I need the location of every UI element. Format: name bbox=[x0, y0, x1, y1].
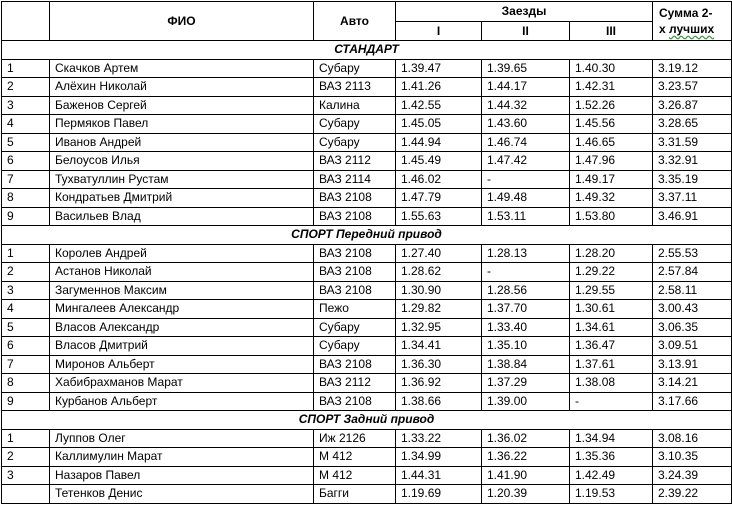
table-row bbox=[2, 189, 732, 208]
cell-sum: 3.09.51 bbox=[653, 337, 732, 356]
results-table bbox=[1, 1, 732, 504]
cell-car: М 412 bbox=[314, 466, 396, 485]
section-title: СТАНДАРТ bbox=[2, 41, 732, 60]
cell-run3: 1.35.36 bbox=[570, 448, 653, 467]
cell-run3: 1.34.61 bbox=[570, 318, 653, 337]
cell-pos: 2 bbox=[2, 448, 50, 467]
cell-run2: 1.28.56 bbox=[482, 281, 570, 300]
cell-run1: 1.47.79 bbox=[396, 189, 482, 208]
cell-run3: 1.45.56 bbox=[570, 115, 653, 134]
cell-run3: 1.38.08 bbox=[570, 374, 653, 393]
cell-sum: 3.35.19 bbox=[653, 170, 732, 189]
results-body bbox=[2, 41, 732, 504]
cell-name: Мингалеев Александр bbox=[50, 300, 314, 319]
cell-sum: 3.17.66 bbox=[653, 392, 732, 411]
cell-name: Васильев Влад bbox=[50, 207, 314, 226]
table-row bbox=[2, 59, 732, 78]
table-row bbox=[2, 429, 732, 448]
cell-run3: 1.40.30 bbox=[570, 59, 653, 78]
cell-car: Калина bbox=[314, 96, 396, 115]
header-sum-line2b: лучших bbox=[669, 22, 715, 36]
cell-run2: 1.37.29 bbox=[482, 374, 570, 393]
cell-run3: 1.28.20 bbox=[570, 244, 653, 263]
cell-run2: 1.33.40 bbox=[482, 318, 570, 337]
cell-car: Субару bbox=[314, 337, 396, 356]
cell-run1: 1.44.31 bbox=[396, 466, 482, 485]
cell-car: ВАЗ 2108 bbox=[314, 207, 396, 226]
cell-car: Субару bbox=[314, 318, 396, 337]
cell-run3: 1.37.61 bbox=[570, 355, 653, 374]
table-row bbox=[2, 355, 732, 374]
cell-run2: 1.38.84 bbox=[482, 355, 570, 374]
header-number bbox=[2, 2, 50, 41]
section-title: СПОРТ Задний привод bbox=[2, 411, 732, 430]
header-run-2: II bbox=[482, 22, 570, 41]
cell-pos: 2 bbox=[2, 263, 50, 282]
section-header bbox=[2, 226, 732, 245]
cell-run1: 1.30.90 bbox=[396, 281, 482, 300]
cell-pos: 6 bbox=[2, 337, 50, 356]
cell-sum: 3.19.12 bbox=[653, 59, 732, 78]
table-row bbox=[2, 170, 732, 189]
cell-car: ВАЗ 2112 bbox=[314, 374, 396, 393]
cell-car: ВАЗ 2108 bbox=[314, 281, 396, 300]
table-row bbox=[2, 115, 732, 134]
table-row bbox=[2, 448, 732, 467]
section-title: СПОРТ Передний привод bbox=[2, 226, 732, 245]
cell-car: ВАЗ 2108 bbox=[314, 392, 396, 411]
cell-name: Баженов Сергей bbox=[50, 96, 314, 115]
cell-run1: 1.27.40 bbox=[396, 244, 482, 263]
table-row bbox=[2, 281, 732, 300]
cell-pos: 7 bbox=[2, 170, 50, 189]
cell-run3: 1.49.17 bbox=[570, 170, 653, 189]
cell-name: Курбанов Альберт bbox=[50, 392, 314, 411]
cell-run1: 1.33.22 bbox=[396, 429, 482, 448]
cell-run3: 1.49.32 bbox=[570, 189, 653, 208]
cell-pos: 6 bbox=[2, 152, 50, 171]
table-row bbox=[2, 485, 732, 504]
cell-name: Загуменнов Максим bbox=[50, 281, 314, 300]
cell-pos bbox=[2, 485, 50, 504]
cell-run2: 1.44.17 bbox=[482, 78, 570, 97]
cell-run1: 1.42.55 bbox=[396, 96, 482, 115]
section-header bbox=[2, 41, 732, 60]
cell-pos: 1 bbox=[2, 59, 50, 78]
cell-pos: 5 bbox=[2, 133, 50, 152]
cell-sum: 2.57.84 bbox=[653, 263, 732, 282]
cell-pos: 9 bbox=[2, 207, 50, 226]
cell-run1: 1.19.69 bbox=[396, 485, 482, 504]
cell-run2: 1.36.02 bbox=[482, 429, 570, 448]
cell-run3: 1.30.61 bbox=[570, 300, 653, 319]
cell-run3: 1.46.65 bbox=[570, 133, 653, 152]
cell-sum: 3.23.57 bbox=[653, 78, 732, 97]
cell-run3: - bbox=[570, 392, 653, 411]
header-sum bbox=[653, 2, 732, 41]
header-sum-line1: Сумма 2- bbox=[659, 6, 713, 20]
cell-sum: 2.39.22 bbox=[653, 485, 732, 504]
cell-run2: 1.41.90 bbox=[482, 466, 570, 485]
cell-car: Иж 2126 bbox=[314, 429, 396, 448]
cell-car: Пежо bbox=[314, 300, 396, 319]
cell-run3: 1.53.80 bbox=[570, 207, 653, 226]
cell-sum: 3.14.21 bbox=[653, 374, 732, 393]
cell-car: М 412 bbox=[314, 448, 396, 467]
cell-car: Багги bbox=[314, 485, 396, 504]
cell-pos: 8 bbox=[2, 374, 50, 393]
cell-run2: 1.44.32 bbox=[482, 96, 570, 115]
cell-sum: 3.13.91 bbox=[653, 355, 732, 374]
header-fio: ФИО bbox=[50, 2, 314, 41]
cell-name: Миронов Альберт bbox=[50, 355, 314, 374]
cell-pos: 5 bbox=[2, 318, 50, 337]
cell-run1: 1.36.30 bbox=[396, 355, 482, 374]
cell-run2: 1.28.13 bbox=[482, 244, 570, 263]
cell-car: ВАЗ 2108 bbox=[314, 244, 396, 263]
table-row bbox=[2, 133, 732, 152]
cell-sum: 3.32.91 bbox=[653, 152, 732, 171]
cell-run2: 1.36.22 bbox=[482, 448, 570, 467]
cell-car: ВАЗ 2114 bbox=[314, 170, 396, 189]
cell-run1: 1.46.02 bbox=[396, 170, 482, 189]
results-sheet bbox=[1, 1, 732, 504]
cell-name: Астанов Николай bbox=[50, 263, 314, 282]
table-row bbox=[2, 300, 732, 319]
table-row bbox=[2, 78, 732, 97]
table-row bbox=[2, 374, 732, 393]
cell-run3: 1.47.96 bbox=[570, 152, 653, 171]
cell-run1: 1.38.66 bbox=[396, 392, 482, 411]
cell-run2: 1.47.42 bbox=[482, 152, 570, 171]
cell-name: Власов Дмитрий bbox=[50, 337, 314, 356]
cell-run1: 1.36.92 bbox=[396, 374, 482, 393]
cell-sum: 3.06.35 bbox=[653, 318, 732, 337]
cell-car: ВАЗ 2108 bbox=[314, 263, 396, 282]
cell-name: Каллимулин Марат bbox=[50, 448, 314, 467]
table-row bbox=[2, 337, 732, 356]
table-row bbox=[2, 207, 732, 226]
cell-run2: 1.46.74 bbox=[482, 133, 570, 152]
cell-name: Кондратьев Дмитрий bbox=[50, 189, 314, 208]
cell-name: Хабибрахманов Марат bbox=[50, 374, 314, 393]
cell-car: ВАЗ 2112 bbox=[314, 152, 396, 171]
cell-pos: 2 bbox=[2, 78, 50, 97]
cell-pos: 3 bbox=[2, 96, 50, 115]
cell-name: Пермяков Павел bbox=[50, 115, 314, 134]
cell-run3: 1.36.47 bbox=[570, 337, 653, 356]
cell-run3: 1.42.31 bbox=[570, 78, 653, 97]
cell-car: ВАЗ 2108 bbox=[314, 189, 396, 208]
header-auto: Авто bbox=[314, 2, 396, 41]
cell-car: Субару bbox=[314, 133, 396, 152]
header-runs: Заезды bbox=[396, 2, 653, 22]
cell-name: Тухватуллин Рустам bbox=[50, 170, 314, 189]
table-row bbox=[2, 152, 732, 171]
cell-name: Власов Александр bbox=[50, 318, 314, 337]
cell-car: Субару bbox=[314, 59, 396, 78]
cell-pos: 3 bbox=[2, 466, 50, 485]
cell-run3: 1.34.94 bbox=[570, 429, 653, 448]
cell-run2: 1.53.11 bbox=[482, 207, 570, 226]
cell-pos: 4 bbox=[2, 115, 50, 134]
cell-name: Белоусов Илья bbox=[50, 152, 314, 171]
cell-sum: 3.08.16 bbox=[653, 429, 732, 448]
header-run-3: III bbox=[570, 22, 653, 41]
cell-pos: 1 bbox=[2, 244, 50, 263]
cell-run1: 1.39.47 bbox=[396, 59, 482, 78]
cell-run2: 1.39.00 bbox=[482, 392, 570, 411]
cell-name: Королев Андрей bbox=[50, 244, 314, 263]
table-row bbox=[2, 466, 732, 485]
cell-run2: - bbox=[482, 170, 570, 189]
cell-sum: 3.37.11 bbox=[653, 189, 732, 208]
cell-run1: 1.34.99 bbox=[396, 448, 482, 467]
cell-run1: 1.29.82 bbox=[396, 300, 482, 319]
cell-sum: 2.58.11 bbox=[653, 281, 732, 300]
cell-run1: 1.45.05 bbox=[396, 115, 482, 134]
cell-run3: 1.52.26 bbox=[570, 96, 653, 115]
cell-car: ВАЗ 2113 bbox=[314, 78, 396, 97]
cell-pos: 7 bbox=[2, 355, 50, 374]
header-run-1: I bbox=[396, 22, 482, 41]
cell-name: Алёхин Николай bbox=[50, 78, 314, 97]
cell-name: Скачков Артем bbox=[50, 59, 314, 78]
cell-sum: 3.28.65 bbox=[653, 115, 732, 134]
cell-run1: 1.34.41 bbox=[396, 337, 482, 356]
section-header bbox=[2, 411, 732, 430]
table-row bbox=[2, 318, 732, 337]
cell-pos: 9 bbox=[2, 392, 50, 411]
cell-run2: 1.37.70 bbox=[482, 300, 570, 319]
cell-name: Тетенков Денис bbox=[50, 485, 314, 504]
cell-pos: 8 bbox=[2, 189, 50, 208]
cell-run3: 1.29.22 bbox=[570, 263, 653, 282]
cell-run1: 1.41.26 bbox=[396, 78, 482, 97]
cell-run1: 1.55.63 bbox=[396, 207, 482, 226]
cell-pos: 4 bbox=[2, 300, 50, 319]
cell-run3: 1.19.53 bbox=[570, 485, 653, 504]
cell-name: Назаров Павел bbox=[50, 466, 314, 485]
cell-run2: 1.39.65 bbox=[482, 59, 570, 78]
cell-sum: 3.10.35 bbox=[653, 448, 732, 467]
cell-run2: 1.20.39 bbox=[482, 485, 570, 504]
cell-pos: 1 bbox=[2, 429, 50, 448]
cell-run3: 1.42.49 bbox=[570, 466, 653, 485]
cell-run2: 1.35.10 bbox=[482, 337, 570, 356]
cell-pos: 3 bbox=[2, 281, 50, 300]
cell-run1: 1.45.49 bbox=[396, 152, 482, 171]
cell-run2: - bbox=[482, 263, 570, 282]
cell-name: Луппов Олег bbox=[50, 429, 314, 448]
header-sum-line2a: х bbox=[659, 22, 670, 36]
cell-sum: 3.24.39 bbox=[653, 466, 732, 485]
cell-run1: 1.44.94 bbox=[396, 133, 482, 152]
cell-car: Субару bbox=[314, 115, 396, 134]
cell-sum: 3.26.87 bbox=[653, 96, 732, 115]
cell-name: Иванов Андрей bbox=[50, 133, 314, 152]
cell-run1: 1.32.95 bbox=[396, 318, 482, 337]
cell-sum: 3.46.91 bbox=[653, 207, 732, 226]
table-row bbox=[2, 263, 732, 282]
cell-run2: 1.49.48 bbox=[482, 189, 570, 208]
cell-sum: 2.55.53 bbox=[653, 244, 732, 263]
cell-run3: 1.29.55 bbox=[570, 281, 653, 300]
cell-sum: 3.31.59 bbox=[653, 133, 732, 152]
cell-run1: 1.28.62 bbox=[396, 263, 482, 282]
table-row bbox=[2, 392, 732, 411]
table-row bbox=[2, 244, 732, 263]
table-row bbox=[2, 96, 732, 115]
cell-sum: 3.00.43 bbox=[653, 300, 732, 319]
cell-run2: 1.43.60 bbox=[482, 115, 570, 134]
cell-car: ВАЗ 2108 bbox=[314, 355, 396, 374]
